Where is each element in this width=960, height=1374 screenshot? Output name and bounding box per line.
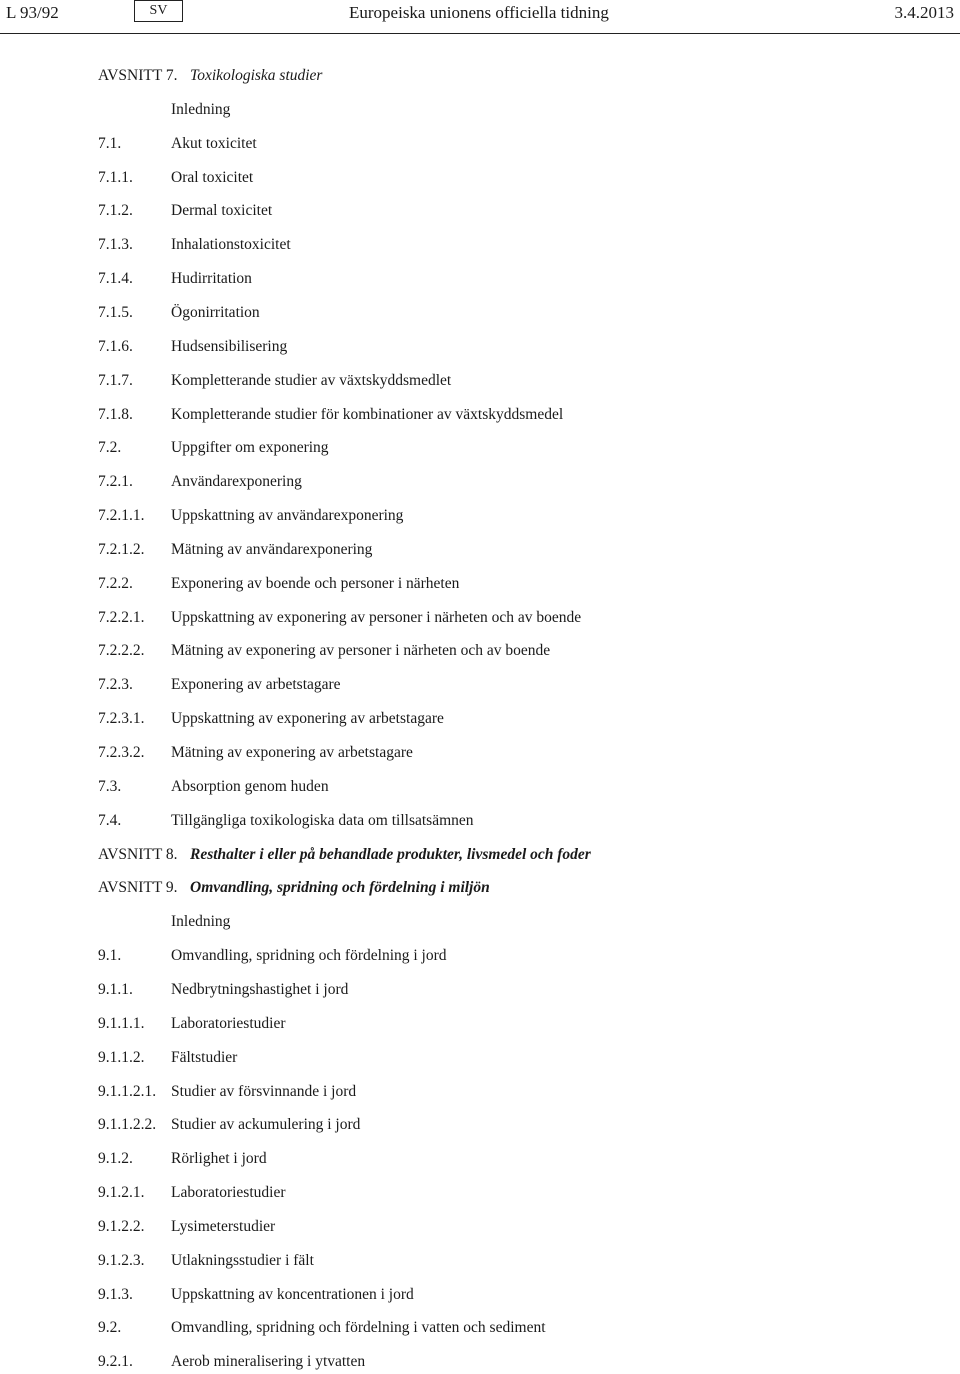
toc-title: Mätning av användarexponering [171,540,373,558]
toc-entry [0,1147,960,1171]
toc-title: Omvandling, spridning och fördelning i vatten och sediment [171,1319,546,1337]
toc-title: Aerob mineralisering i ytvatten [171,1353,366,1371]
toc-entry [0,1249,960,1273]
toc-entry [0,369,960,393]
toc-title: Toxikologiska studier [190,67,323,84]
toc-number: 7.2. [98,439,122,457]
toc-title: Hudirritation [171,270,252,288]
toc-entry [0,1046,960,1070]
toc-number: 7.2.1.1. [98,507,145,525]
toc-title: Uppskattning av exponering av arbetstagare [171,710,444,728]
toc-entry [0,1012,960,1036]
toc-number: AVSNITT 7. [98,67,178,84]
toc-title: Inhalationstoxicitet [171,236,291,254]
toc-number: 7.2.3.1. [98,710,145,728]
toc-entry [0,1080,960,1104]
toc-entry [0,572,960,596]
toc-number: 7.4. [98,811,122,829]
toc-entry [0,606,960,630]
toc-title: Exponering av arbetstagare [171,676,341,694]
toc-number: AVSNITT 9. [98,879,178,897]
toc-entry [0,267,960,291]
toc-number: AVSNITT 8. [98,845,178,863]
toc-entry [0,132,960,156]
toc-section-heading [0,843,960,867]
toc-title: Användarexponering [171,473,302,491]
toc-title: Oral toxicitet [171,168,254,186]
toc-title: Omvandling, spridning och fördelning i miljön [190,879,490,897]
toc-number: 7.2.3.2. [98,744,145,761]
toc-entry [0,98,960,122]
toc-title: Akut toxicitet [171,134,257,152]
toc-number: 7.2.2.1. [98,608,145,626]
toc-number: 7.1.4. [98,270,133,288]
toc-section-heading [0,64,960,88]
toc-number: 9.1.1. [98,980,133,998]
toc-number: 7.2.3. [98,676,133,694]
toc-title: Rörlighet i jord [171,1150,267,1168]
toc-number: 7.1. [98,134,122,152]
toc-number: 9.1. [98,947,122,965]
toc-number: 7.1.5. [98,303,133,321]
toc-title: Uppgifter om exponering [171,439,329,457]
journal-title: Europeiska unionens officiella tidning [349,3,609,22]
toc-number: 9.1.2.3. [98,1251,145,1269]
toc-number: 7.2.1. [98,473,133,491]
toc-number: 7.1.3. [98,236,133,254]
page-reference: L 93/92 [6,3,59,22]
toc-entry [0,199,960,223]
toc-entry [0,504,960,528]
toc-entry [0,1316,960,1340]
toc-title: Inledning [171,913,231,931]
toc-number: 9.1.1.1. [98,1014,145,1032]
toc-title: Inledning [171,100,231,118]
toc-entry [0,233,960,257]
toc-number: 7.1.8. [98,405,133,423]
toc-title: Fältstudier [171,1048,238,1066]
toc-number: 7.1.6. [98,337,133,355]
toc-title: Lysimeterstudier [171,1217,276,1235]
toc-title: Exponering av boende och personer i närheten [171,574,460,592]
toc-number: 7.2.2. [98,574,133,592]
toc-number: 7.3. [98,777,122,795]
toc-entry [0,1113,960,1137]
toc-section-heading [0,876,960,900]
toc-title: Dermal toxicitet [171,202,273,220]
toc-entry [0,403,960,427]
toc-title: Utlakningsstudier i fält [171,1251,314,1269]
toc-number: 7.1.1. [98,168,133,186]
toc-title: Uppskattning av koncentrationen i jord [171,1285,414,1303]
toc-number: 7.2.2.2. [98,642,145,660]
toc-title: Kompletterande studier av växtskyddsmedlet [171,371,452,389]
toc-title: Nedbrytningshastighet i jord [171,980,349,998]
toc-number: 7.1.2. [98,202,133,220]
toc-number: 7.1.7. [98,371,133,389]
toc-entry [0,166,960,190]
toc-entry [0,741,960,765]
toc-number: 7.2.1.2. [98,540,145,558]
toc-title: Absorption genom huden [171,777,329,795]
toc-number: 9.1.1.2.1. [98,1082,157,1100]
toc-entry [0,301,960,325]
toc-entry [0,1215,960,1239]
toc-entry [0,639,960,663]
toc-number: 9.2.1. [98,1353,133,1371]
toc-entry [0,944,960,968]
toc-title: Laboratoriestudier [171,1184,286,1202]
toc-title: Uppskattning av användarexponering [171,507,404,525]
toc-number: 9.1.1.2. [98,1048,145,1066]
toc-title: Studier av försvinnande i jord [171,1082,357,1100]
toc-entry [0,910,960,934]
toc-title: Mätning av exponering av personer i närheten och av boende [171,642,551,660]
toc-entry [0,775,960,799]
toc-title: Laboratoriestudier [171,1014,286,1032]
toc-number: 9.1.3. [98,1285,133,1303]
page-header [0,0,960,34]
toc-title: Studier av ackumulering i jord [171,1116,361,1134]
toc-entry [0,538,960,562]
toc-entry [0,707,960,731]
toc-entry [0,335,960,359]
toc-number: 9.1.2. [98,1150,133,1168]
toc-number: 9.2. [98,1319,122,1337]
toc-number: 9.1.2.1. [98,1184,145,1202]
publication-date: 3.4.2013 [894,3,954,22]
toc-title: Resthalter i eller på behandlade produkter, livsmedel och foder [190,845,591,863]
toc-title: Omvandling, spridning och fördelning i jord [171,947,447,965]
toc-title: Uppskattning av exponering av personer i närheten och av boende [171,608,582,626]
toc-title: Tillgängliga toxikologiska data om tillsatsämnen [171,811,474,829]
toc-title: Hudsensibilisering [171,337,288,355]
toc-entry [0,809,960,833]
toc-number: 9.1.1.2.2. [98,1116,157,1134]
toc-title: Kompletterande studier för kombinationer av växtskyddsmedel [171,405,564,423]
toc-title: Mätning av exponering av arbetstagare [171,744,413,761]
language-badge: SV [134,0,183,22]
toc-entry [0,1350,960,1374]
toc-entry [0,470,960,494]
toc-entry [0,436,960,460]
toc-title: Ögonirritation [171,303,260,321]
toc-entry [0,673,960,697]
toc-entry [0,1283,960,1307]
toc-entry [0,1181,960,1205]
toc-entry [0,978,960,1002]
toc-number: 9.1.2.2. [98,1217,145,1235]
